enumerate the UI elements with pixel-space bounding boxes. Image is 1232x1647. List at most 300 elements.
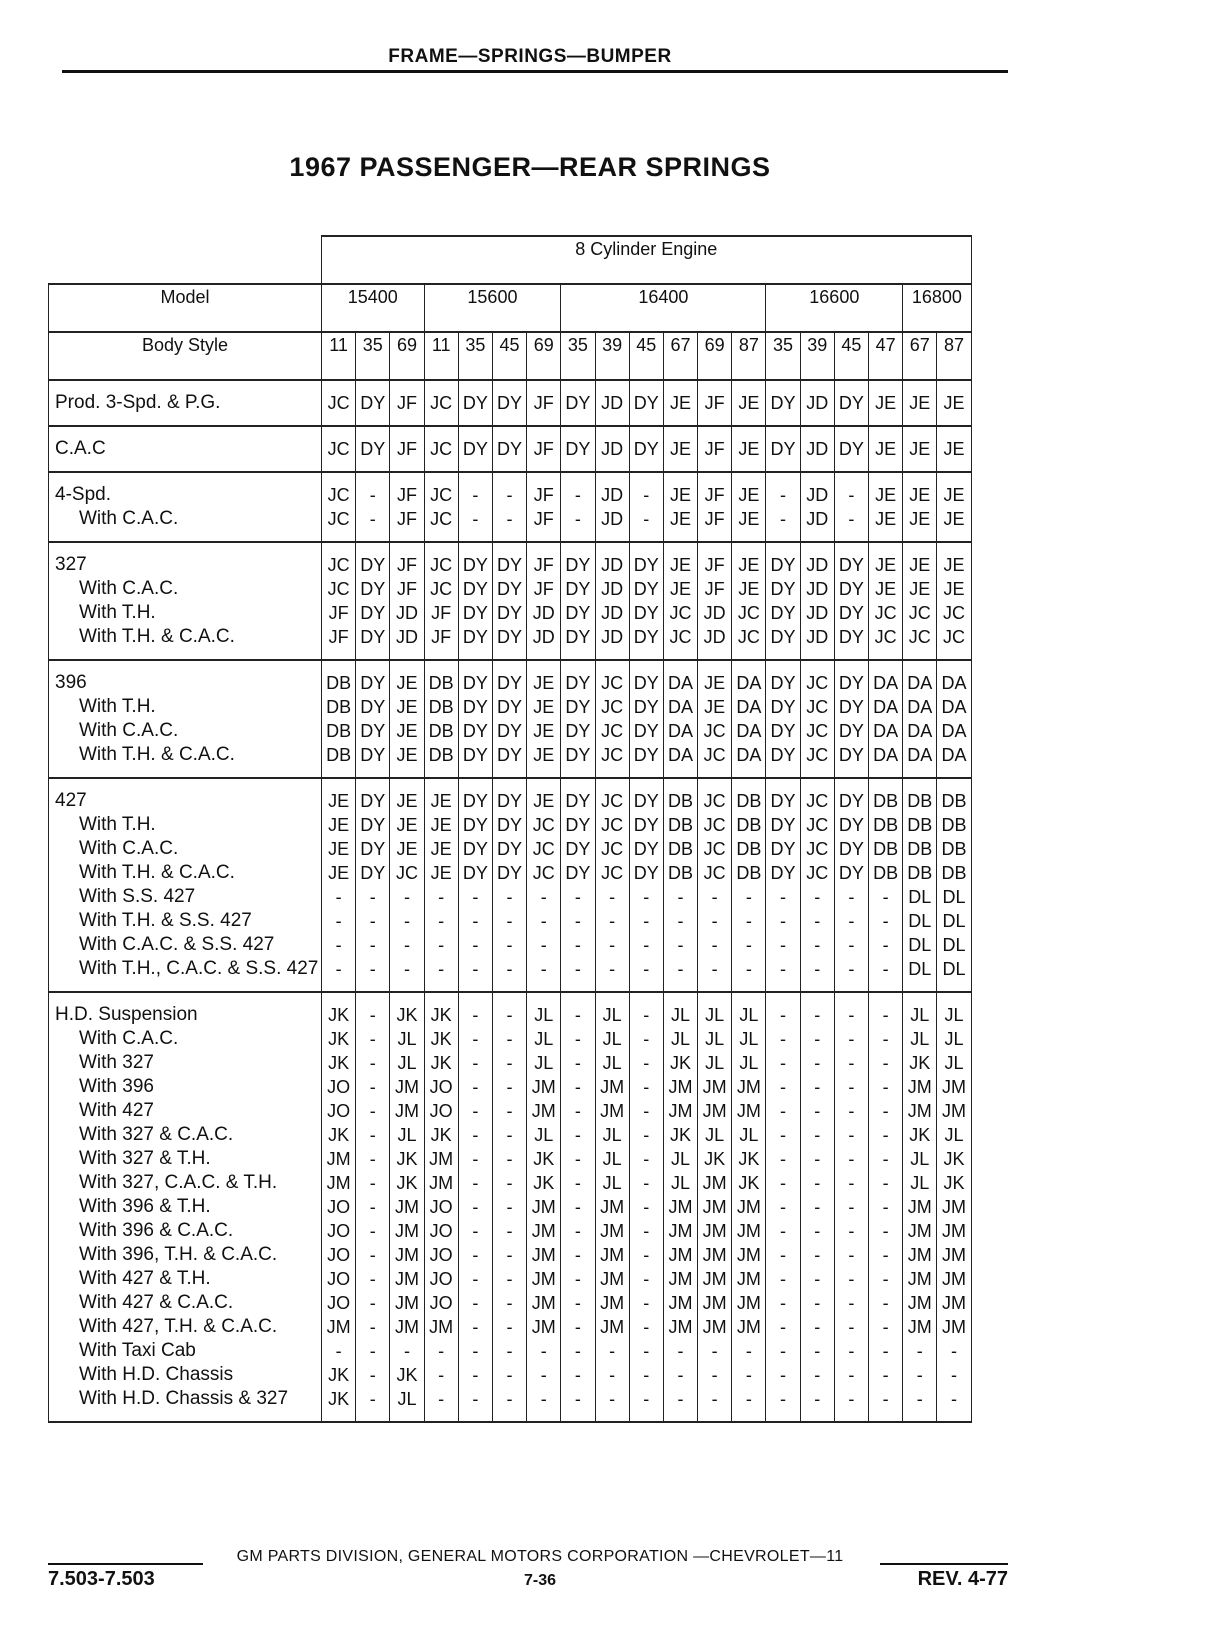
spring-code: - — [369, 1053, 376, 1073]
spring-code: JL — [397, 1053, 417, 1073]
spring-code: DY — [770, 839, 796, 859]
spring-code: DY — [462, 627, 488, 647]
spring-code: JM — [702, 1317, 727, 1337]
spring-code-column — [424, 992, 458, 1422]
spring-code: JE — [328, 791, 350, 811]
spring-code: JM — [702, 1293, 727, 1313]
spring-code: - — [814, 1101, 821, 1121]
spring-code-column — [527, 380, 561, 426]
spring-code: - — [369, 1101, 376, 1121]
spring-code-column — [561, 380, 595, 426]
table-row-group — [49, 380, 972, 426]
spring-code: DB — [428, 745, 454, 765]
spring-code: JE — [909, 439, 931, 459]
spring-code: JM — [394, 1317, 419, 1337]
spring-code: JE — [738, 393, 760, 413]
row-label: With 427 — [79, 1100, 154, 1121]
spring-code-column — [903, 472, 937, 542]
row-label: With 396, T.H. & C.A.C. — [79, 1244, 278, 1265]
row-label: C.A.C — [55, 438, 106, 459]
spring-code-column — [903, 660, 937, 778]
spring-code: JC — [703, 721, 726, 741]
spring-code: DY — [497, 627, 523, 647]
spring-code: DY — [462, 791, 488, 811]
spring-code: DA — [941, 697, 967, 717]
spring-code-column — [424, 426, 458, 472]
spring-code: - — [780, 1125, 787, 1145]
spring-code: JL — [602, 1173, 622, 1193]
spring-code: - — [882, 1101, 889, 1121]
table-row-group — [49, 472, 972, 542]
spring-code: DB — [907, 863, 933, 883]
spring-code: DL — [908, 911, 932, 931]
spring-code: JM — [531, 1293, 556, 1313]
spring-code: - — [506, 485, 513, 505]
spring-code: - — [403, 911, 410, 931]
spring-code: - — [711, 887, 718, 907]
spring-code: - — [745, 1365, 752, 1385]
spring-code: - — [472, 1173, 479, 1193]
row-label: With 396 & T.H. — [79, 1196, 211, 1217]
row-label: With T.H. — [79, 696, 156, 717]
spring-code: - — [369, 1125, 376, 1145]
spring-code: JO — [327, 1077, 351, 1097]
spring-code: - — [745, 935, 752, 955]
spring-code: - — [780, 959, 787, 979]
footer-catalog-number: 7.503-7.503 — [48, 1568, 155, 1590]
spring-code: - — [472, 1365, 479, 1385]
spring-code: JL — [602, 1053, 622, 1073]
spring-code: JM — [326, 1173, 351, 1193]
footer-page-number: 7-36 — [523, 1572, 557, 1589]
spring-code: - — [643, 1053, 650, 1073]
spring-code-column — [595, 472, 629, 542]
spring-code: JF — [396, 509, 417, 529]
spring-code: - — [780, 1389, 787, 1409]
spring-code: JE — [875, 439, 897, 459]
spring-code: JO — [429, 1245, 453, 1265]
row-label: With T.H. — [79, 602, 156, 623]
spring-code: - — [540, 911, 547, 931]
spring-code: DY — [838, 839, 864, 859]
spring-code: - — [506, 935, 513, 955]
spring-code: DY — [838, 627, 864, 647]
spring-code: DB — [326, 697, 352, 717]
spring-code: DB — [326, 745, 352, 765]
spring-code: JC — [908, 627, 931, 647]
spring-code-column — [698, 778, 732, 992]
spring-code: DA — [736, 721, 762, 741]
spring-code: JM — [907, 1269, 932, 1289]
spring-code-column — [492, 778, 526, 992]
spring-code-column — [698, 542, 732, 660]
spring-code-column — [458, 542, 492, 660]
spring-code: DY — [770, 555, 796, 575]
spring-code: - — [643, 1077, 650, 1097]
spring-code: - — [506, 1341, 513, 1361]
spring-code: JD — [703, 627, 726, 647]
spring-code: JC — [806, 791, 829, 811]
spring-code: JL — [670, 1029, 690, 1049]
spring-code: - — [882, 1125, 889, 1145]
spring-code: - — [848, 1221, 855, 1241]
spring-code: JL — [739, 1125, 759, 1145]
spring-code: DB — [428, 673, 454, 693]
spring-code: - — [643, 1245, 650, 1265]
spring-code: - — [472, 1245, 479, 1265]
spring-code-column — [732, 660, 766, 778]
spring-code-column — [663, 426, 697, 472]
body-style-code: 35 — [561, 332, 595, 380]
spring-code: JM — [907, 1293, 932, 1313]
spring-code: - — [882, 1197, 889, 1217]
spring-code: DL — [908, 935, 932, 955]
spring-code: DY — [838, 439, 864, 459]
spring-code: DY — [360, 555, 386, 575]
spring-code: DA — [907, 673, 933, 693]
spring-code: JE — [738, 509, 760, 529]
spring-code: DY — [565, 439, 591, 459]
spring-code: - — [677, 911, 684, 931]
spring-code: DA — [873, 745, 899, 765]
spring-code: DY — [633, 839, 659, 859]
spring-code: - — [643, 887, 650, 907]
spring-code-column — [322, 660, 356, 778]
row-label: With 396 & C.A.C. — [79, 1220, 234, 1241]
spring-code-column — [834, 380, 868, 426]
spring-code: JL — [705, 1029, 725, 1049]
spring-code: DY — [360, 839, 386, 859]
spring-code: - — [472, 1125, 479, 1145]
spring-code: JE — [430, 791, 452, 811]
spring-code-column — [424, 380, 458, 426]
spring-code: JE — [328, 815, 350, 835]
spring-code: DA — [873, 697, 899, 717]
spring-code: - — [369, 485, 376, 505]
spring-code: JE — [738, 555, 760, 575]
row-labels — [49, 380, 322, 426]
spring-code: - — [848, 887, 855, 907]
spring-code: JC — [737, 627, 760, 647]
spring-code: JK — [943, 1149, 965, 1169]
spring-code: - — [848, 1101, 855, 1121]
spring-code-column — [356, 426, 390, 472]
spring-code: JD — [601, 439, 624, 459]
spring-code: JK — [738, 1149, 760, 1169]
spring-code: - — [780, 935, 787, 955]
spring-code: JL — [534, 1125, 554, 1145]
spring-code: JE — [328, 839, 350, 859]
spring-code: JK — [328, 1389, 350, 1409]
spring-code-column — [766, 542, 800, 660]
spring-code: JC — [532, 839, 555, 859]
spring-code-column — [458, 380, 492, 426]
spring-code-column — [800, 380, 834, 426]
spring-code: DB — [873, 863, 899, 883]
spring-code-column — [698, 660, 732, 778]
spring-code: JE — [704, 673, 726, 693]
spring-code: JE — [430, 815, 452, 835]
spring-code: - — [916, 1389, 923, 1409]
spring-code-column — [834, 472, 868, 542]
spring-code: JM — [668, 1245, 693, 1265]
spring-code: JL — [910, 1149, 930, 1169]
spring-code: JL — [944, 1029, 964, 1049]
spring-code: - — [506, 1389, 513, 1409]
spring-code: - — [643, 509, 650, 529]
spring-code: JK — [909, 1125, 931, 1145]
spring-code: DY — [838, 673, 864, 693]
spring-code: JO — [429, 1077, 453, 1097]
spring-code: DY — [565, 627, 591, 647]
spring-code: JK — [430, 1029, 452, 1049]
spring-code-column — [698, 380, 732, 426]
spring-code: - — [882, 1053, 889, 1073]
spring-code: - — [574, 509, 581, 529]
spring-code: DY — [497, 555, 523, 575]
row-label: With C.A.C. — [79, 578, 179, 599]
spring-code: JC — [327, 509, 350, 529]
spring-code: JE — [875, 485, 897, 505]
spring-code: - — [574, 1173, 581, 1193]
spring-code: JC — [703, 863, 726, 883]
spring-code: - — [369, 1197, 376, 1217]
spring-code: - — [780, 1101, 787, 1121]
spring-code: - — [916, 1365, 923, 1385]
spring-code: JC — [601, 815, 624, 835]
spring-code: - — [369, 1293, 376, 1313]
spring-code: JE — [396, 839, 418, 859]
model-number: 16400 — [561, 284, 766, 332]
spring-code-column — [800, 992, 834, 1422]
spring-code-column — [766, 426, 800, 472]
spring-code-column — [527, 426, 561, 472]
body-style-code: 69 — [390, 332, 424, 380]
row-labels — [49, 472, 322, 542]
spring-code-column — [903, 426, 937, 472]
spring-code: JC — [395, 863, 418, 883]
row-label: With T.H. & S.S. 427 — [79, 910, 252, 931]
spring-code: DY — [360, 791, 386, 811]
spring-code: JM — [736, 1077, 761, 1097]
spring-code-column — [869, 778, 903, 992]
row-label: With T.H. & C.A.C. — [79, 626, 235, 647]
spring-code: JL — [602, 1029, 622, 1049]
spring-code: JD — [703, 603, 726, 623]
spring-code: JM — [736, 1269, 761, 1289]
spring-code: DB — [667, 791, 693, 811]
spring-code: JE — [704, 697, 726, 717]
spring-code: JC — [908, 603, 931, 623]
spring-code: JE — [909, 485, 931, 505]
spring-code: JL — [705, 1005, 725, 1025]
spring-code: - — [472, 1101, 479, 1121]
row-label: 327 — [55, 554, 87, 575]
spring-code: JM — [429, 1149, 454, 1169]
spring-code: JM — [394, 1197, 419, 1217]
spring-code: - — [780, 509, 787, 529]
spring-code: - — [882, 911, 889, 931]
spring-code: JM — [941, 1077, 966, 1097]
spring-code: DL — [942, 935, 966, 955]
spring-code: DY — [462, 555, 488, 575]
spring-code: - — [711, 959, 718, 979]
spring-code: - — [472, 959, 479, 979]
spring-code: JC — [806, 673, 829, 693]
spring-code: DB — [428, 697, 454, 717]
spring-code: JE — [669, 555, 691, 575]
spring-code: JD — [601, 393, 624, 413]
spring-code: DB — [326, 673, 352, 693]
spring-code: DY — [633, 815, 659, 835]
spring-code: DL — [942, 911, 966, 931]
spring-code: JM — [941, 1197, 966, 1217]
spring-code-column — [663, 472, 697, 542]
spring-code: JM — [941, 1293, 966, 1313]
spring-code: - — [335, 1341, 342, 1361]
spring-code: JO — [327, 1221, 351, 1241]
spring-code-column — [869, 472, 903, 542]
spring-code-column — [698, 992, 732, 1422]
body-style-code: 45 — [492, 332, 526, 380]
table-row-group — [49, 778, 972, 992]
spring-code: JE — [396, 791, 418, 811]
spring-code-column — [492, 380, 526, 426]
spring-code: JM — [941, 1101, 966, 1121]
spring-code: DA — [667, 745, 693, 765]
spring-code: - — [711, 1341, 718, 1361]
spring-code: JD — [395, 603, 418, 623]
spring-code: - — [814, 1341, 821, 1361]
spring-code: DY — [565, 839, 591, 859]
spring-code: JC — [601, 863, 624, 883]
footer-publisher: GM PARTS DIVISION, GENERAL MOTORS CORPORATION —CHEVROLET—11 — [236, 1548, 844, 1565]
spring-code-column — [458, 992, 492, 1422]
spring-code: JK — [430, 1005, 452, 1025]
spring-code: JL — [670, 1005, 690, 1025]
spring-code-column — [663, 542, 697, 660]
spring-code: - — [814, 1053, 821, 1073]
spring-code: DY — [360, 603, 386, 623]
spring-code: DY — [770, 791, 796, 811]
body-style-code: 45 — [629, 332, 663, 380]
spring-code: DY — [770, 627, 796, 647]
row-label: With 396 — [79, 1076, 154, 1097]
spring-code: DB — [667, 863, 693, 883]
engine-header: 8 Cylinder Engine — [322, 236, 972, 284]
model-number: 15400 — [322, 284, 425, 332]
spring-code: - — [780, 887, 787, 907]
spring-code: - — [848, 1365, 855, 1385]
spring-code: DY — [633, 579, 659, 599]
spring-code: - — [780, 1029, 787, 1049]
spring-code: - — [882, 1365, 889, 1385]
spring-code: JE — [396, 815, 418, 835]
spring-code: JC — [874, 603, 897, 623]
spring-code: DY — [838, 745, 864, 765]
spring-code-column — [595, 542, 629, 660]
spring-code-column — [356, 542, 390, 660]
spring-code: DY — [633, 697, 659, 717]
spring-code: JK — [909, 1053, 931, 1073]
spring-code: JC — [430, 393, 453, 413]
spring-code: DY — [565, 745, 591, 765]
spring-code: JM — [907, 1221, 932, 1241]
spring-code: JD — [806, 603, 829, 623]
spring-code: - — [574, 485, 581, 505]
spring-code: DB — [873, 839, 899, 859]
spring-code: - — [677, 935, 684, 955]
row-labels — [49, 778, 322, 992]
row-label: With C.A.C. — [79, 1028, 179, 1049]
spring-code: JC — [430, 439, 453, 459]
spring-code: - — [574, 959, 581, 979]
spring-code-column — [629, 778, 663, 992]
spring-code: - — [677, 1365, 684, 1385]
spring-code: DY — [565, 815, 591, 835]
spring-code: - — [369, 935, 376, 955]
spring-code-column — [732, 992, 766, 1422]
spring-code: JM — [531, 1269, 556, 1289]
row-label: With T.H. & C.A.C. — [79, 744, 235, 765]
spring-code: - — [609, 1365, 616, 1385]
spring-code: - — [472, 911, 479, 931]
footer-left-rule — [48, 1563, 203, 1565]
spring-code: DY — [462, 863, 488, 883]
spring-code: - — [780, 1245, 787, 1265]
spring-code: DA — [907, 697, 933, 717]
spring-code: DY — [497, 791, 523, 811]
spring-code: - — [472, 1077, 479, 1097]
spring-code: DY — [565, 393, 591, 413]
spring-code: - — [335, 935, 342, 955]
spring-code: JC — [327, 439, 350, 459]
spring-code: JD — [601, 603, 624, 623]
spring-code: DY — [770, 603, 796, 623]
spring-code: JL — [397, 1125, 417, 1145]
spring-code: - — [643, 959, 650, 979]
spring-code: JF — [396, 439, 417, 459]
spring-code: JE — [533, 791, 555, 811]
spring-code: - — [814, 1293, 821, 1313]
page-title: 1967 PASSENGER—REAR SPRINGS — [289, 152, 771, 182]
spring-code: JM — [702, 1221, 727, 1241]
row-label: With C.A.C. & S.S. 427 — [79, 934, 275, 955]
spring-code-column — [869, 660, 903, 778]
spring-code: - — [848, 1077, 855, 1097]
model-number: 16800 — [903, 284, 971, 332]
spring-code: DY — [360, 863, 386, 883]
spring-code: JL — [602, 1149, 622, 1169]
spring-code: DB — [736, 839, 762, 859]
spring-code: - — [950, 1389, 957, 1409]
spring-code: - — [609, 1389, 616, 1409]
row-label: With C.A.C. — [79, 508, 179, 529]
spring-code: JF — [396, 393, 417, 413]
spring-code: - — [472, 1389, 479, 1409]
rear-springs-table — [48, 235, 972, 1423]
spring-code: DY — [565, 555, 591, 575]
spring-code: JK — [328, 1365, 350, 1385]
spring-code: DY — [462, 839, 488, 859]
spring-code: JD — [806, 509, 829, 529]
spring-code: JM — [907, 1077, 932, 1097]
spring-code: JM — [736, 1101, 761, 1121]
spring-code-column — [903, 778, 937, 992]
spring-code: - — [848, 1317, 855, 1337]
spring-code: JC — [601, 721, 624, 741]
corner-blank — [49, 236, 322, 284]
